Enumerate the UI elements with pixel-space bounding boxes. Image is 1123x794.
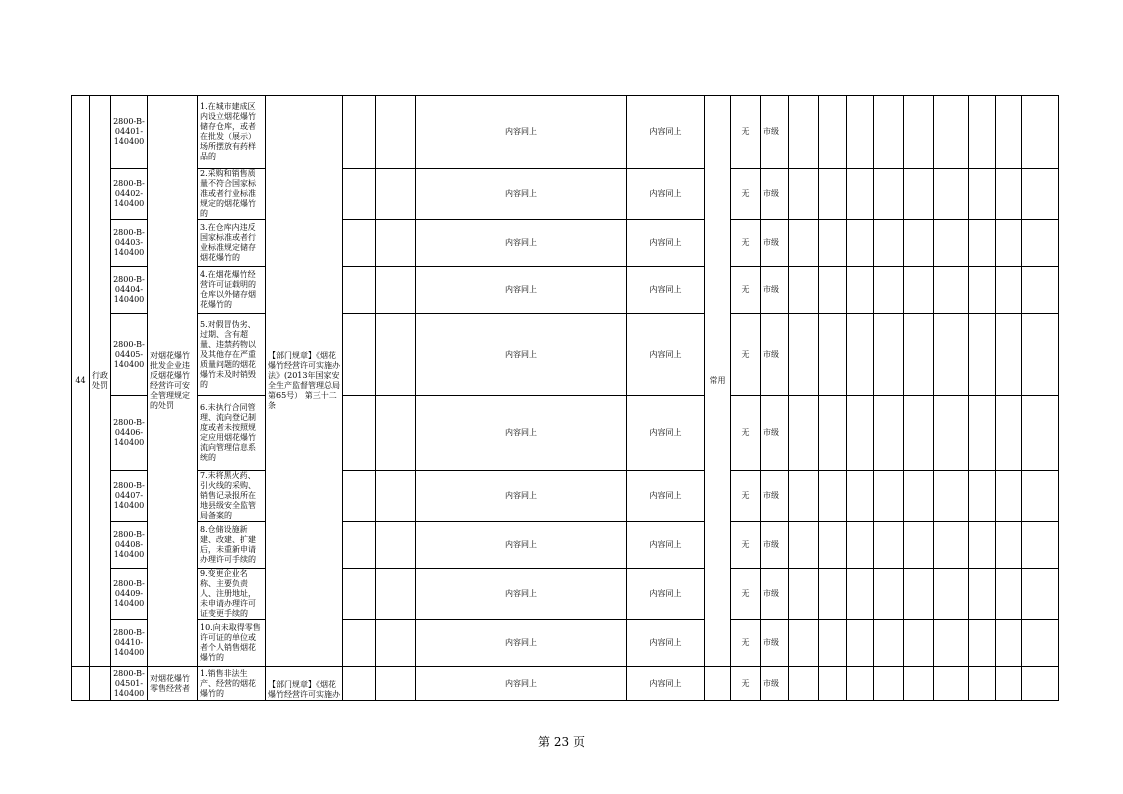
content-b: 内容同上 — [627, 169, 705, 220]
post-blank-cell — [789, 314, 819, 396]
item-description: 7.未将黑火药、引火线的采购、销售记录报所在地县级安全监管局备案的 — [198, 471, 266, 522]
post-blank-cell — [1022, 267, 1059, 314]
pre-blank-cell — [343, 569, 376, 620]
item-description: 10.向未取得零售许可证的单位或者个人销售烟花爆竹的 — [198, 620, 266, 667]
post-blank-cell — [847, 169, 874, 220]
level-cell: 市级 — [761, 96, 789, 169]
content-a: 内容同上 — [416, 220, 627, 267]
post-blank-cell — [819, 220, 847, 267]
legal-basis-next: 【部门规章】《烟花爆竹经营许可实施办 — [266, 667, 343, 701]
post-blank-cell — [789, 620, 819, 667]
content-b: 内容同上 — [627, 667, 705, 701]
post-blank-cell — [996, 314, 1022, 396]
item-code: 2800-B-04410-140400 — [111, 620, 148, 667]
post-blank-cell — [934, 169, 969, 220]
item-code: 2800-B-04409-140400 — [111, 569, 148, 620]
pre-blank-cell — [376, 667, 416, 701]
table-row — [72, 569, 1059, 620]
content-b: 内容同上 — [627, 314, 705, 396]
post-blank-cell — [1022, 471, 1059, 522]
pre-blank-cell — [376, 471, 416, 522]
post-blank-cell — [934, 220, 969, 267]
pre-blank-cell — [376, 522, 416, 569]
level-cell: 市级 — [761, 471, 789, 522]
post-blank-cell — [789, 169, 819, 220]
content-b: 内容同上 — [627, 96, 705, 169]
post-blank-cell — [847, 396, 874, 471]
post-blank-cell — [847, 471, 874, 522]
post-blank-cell — [996, 267, 1022, 314]
flag-cell: 无 — [731, 667, 761, 701]
post-blank-cell — [969, 267, 996, 314]
post-blank-cell — [819, 169, 847, 220]
post-blank-cell — [1022, 620, 1059, 667]
post-blank-cell — [934, 569, 969, 620]
content-b: 内容同上 — [627, 220, 705, 267]
level-cell: 市级 — [761, 620, 789, 667]
flag-cell: 无 — [731, 396, 761, 471]
post-blank-cell — [904, 96, 934, 169]
post-blank-cell — [934, 471, 969, 522]
post-blank-cell — [969, 569, 996, 620]
content-a: 内容同上 — [416, 169, 627, 220]
post-blank-cell — [1022, 522, 1059, 569]
post-blank-cell — [904, 522, 934, 569]
post-blank-cell — [996, 471, 1022, 522]
item-name: 对烟花爆竹批发企业违反烟花爆竹经营许可安全管理规定的处罚 — [148, 96, 198, 667]
item-description: 1.销售非法生产、经营的烟花爆竹的 — [198, 667, 266, 701]
content-b: 内容同上 — [627, 471, 705, 522]
pre-blank-cell — [343, 96, 376, 169]
post-blank-cell — [996, 667, 1022, 701]
level-cell: 市级 — [761, 267, 789, 314]
level-cell: 市级 — [761, 569, 789, 620]
level-cell: 市级 — [761, 220, 789, 267]
post-blank-cell — [819, 620, 847, 667]
pre-blank-cell — [343, 220, 376, 267]
item-description: 2.采购和销售质量不符合国家标准或者行业标准规定的烟花爆竹的 — [198, 169, 266, 220]
post-blank-cell — [996, 620, 1022, 667]
post-blank-cell — [934, 620, 969, 667]
post-blank-cell — [874, 220, 904, 267]
post-blank-cell — [996, 220, 1022, 267]
content-a: 内容同上 — [416, 267, 627, 314]
item-description: 1.在城市建成区内设立烟花爆竹储存仓库，或者在批发（展示）场所摆放有药样品的 — [198, 96, 266, 169]
content-a: 内容同上 — [416, 396, 627, 471]
post-blank-cell — [904, 667, 934, 701]
table-row — [72, 471, 1059, 522]
content-a: 内容同上 — [416, 314, 627, 396]
post-blank-cell — [874, 620, 904, 667]
post-blank-cell — [1022, 96, 1059, 169]
item-code: 2800-B-04401-140400 — [111, 96, 148, 169]
post-blank-cell — [874, 522, 904, 569]
post-blank-cell — [904, 314, 934, 396]
group-number: 44 — [72, 96, 90, 667]
content-a: 内容同上 — [416, 569, 627, 620]
item-description: 5.对假冒伪劣、过期、含有超量、违禁药物以及其他存在严重质量问题的烟花爆竹未及时销毁的 — [198, 314, 266, 396]
pre-blank-cell — [343, 314, 376, 396]
flag-cell: 无 — [731, 471, 761, 522]
flag-cell: 无 — [731, 96, 761, 169]
item-code: 2800-B-04501-140400 — [111, 667, 148, 701]
post-blank-cell — [819, 569, 847, 620]
post-blank-cell — [874, 314, 904, 396]
post-blank-cell — [996, 96, 1022, 169]
item-description: 4.在烟花爆竹经营许可证载明的仓库以外储存烟花爆竹的 — [198, 267, 266, 314]
pre-blank-cell — [343, 667, 376, 701]
catalog-table — [71, 95, 1059, 701]
post-blank-cell — [969, 620, 996, 667]
post-blank-cell — [874, 471, 904, 522]
post-blank-cell — [789, 522, 819, 569]
frequency-next — [705, 667, 731, 701]
item-code: 2800-B-04406-140400 — [111, 396, 148, 471]
item-code: 2800-B-04405-140400 — [111, 314, 148, 396]
post-blank-cell — [996, 396, 1022, 471]
post-blank-cell — [847, 96, 874, 169]
post-blank-cell — [904, 396, 934, 471]
frequency: 常用 — [705, 96, 731, 667]
table-row — [72, 96, 1059, 169]
item-code: 2800-B-04402-140400 — [111, 169, 148, 220]
post-blank-cell — [996, 569, 1022, 620]
table-row — [72, 267, 1059, 314]
content-a: 内容同上 — [416, 667, 627, 701]
post-blank-cell — [904, 620, 934, 667]
post-blank-cell — [969, 220, 996, 267]
post-blank-cell — [874, 96, 904, 169]
flag-cell: 无 — [731, 569, 761, 620]
post-blank-cell — [969, 667, 996, 701]
group-number-next — [72, 667, 90, 701]
post-blank-cell — [789, 96, 819, 169]
level-cell: 市级 — [761, 667, 789, 701]
post-blank-cell — [969, 396, 996, 471]
pre-blank-cell — [376, 314, 416, 396]
level-cell: 市级 — [761, 396, 789, 471]
post-blank-cell — [969, 471, 996, 522]
post-blank-cell — [1022, 314, 1059, 396]
pre-blank-cell — [343, 471, 376, 522]
post-blank-cell — [904, 569, 934, 620]
post-blank-cell — [969, 522, 996, 569]
flag-cell: 无 — [731, 620, 761, 667]
post-blank-cell — [969, 169, 996, 220]
item-description: 8.仓储设施新建、改建、扩建后，未重新申请办理许可手续的 — [198, 522, 266, 569]
content-a: 内容同上 — [416, 96, 627, 169]
post-blank-cell — [819, 96, 847, 169]
post-blank-cell — [874, 667, 904, 701]
post-blank-cell — [847, 620, 874, 667]
post-blank-cell — [934, 396, 969, 471]
content-a: 内容同上 — [416, 471, 627, 522]
post-blank-cell — [819, 267, 847, 314]
post-blank-cell — [819, 314, 847, 396]
post-blank-cell — [934, 314, 969, 396]
group-category-next — [90, 667, 111, 701]
table-row — [72, 314, 1059, 396]
post-blank-cell — [789, 396, 819, 471]
level-cell: 市级 — [761, 169, 789, 220]
post-blank-cell — [904, 471, 934, 522]
post-blank-cell — [789, 267, 819, 314]
post-blank-cell — [789, 471, 819, 522]
content-b: 内容同上 — [627, 569, 705, 620]
level-cell: 市级 — [761, 314, 789, 396]
post-blank-cell — [904, 267, 934, 314]
item-code: 2800-B-04404-140400 — [111, 267, 148, 314]
level-cell: 市级 — [761, 522, 789, 569]
content-a: 内容同上 — [416, 522, 627, 569]
pre-blank-cell — [376, 169, 416, 220]
page-number: 第 23 页 — [538, 735, 585, 749]
post-blank-cell — [789, 220, 819, 267]
post-blank-cell — [819, 471, 847, 522]
post-blank-cell — [819, 522, 847, 569]
post-blank-cell — [874, 396, 904, 471]
post-blank-cell — [934, 522, 969, 569]
pre-blank-cell — [376, 620, 416, 667]
post-blank-cell — [904, 169, 934, 220]
group-category: 行政处罚 — [90, 96, 111, 667]
item-code: 2800-B-04407-140400 — [111, 471, 148, 522]
post-blank-cell — [847, 267, 874, 314]
table-row — [72, 169, 1059, 220]
pre-blank-cell — [343, 267, 376, 314]
post-blank-cell — [1022, 667, 1059, 701]
flag-cell: 无 — [731, 220, 761, 267]
post-blank-cell — [934, 96, 969, 169]
content-b: 内容同上 — [627, 522, 705, 569]
item-name-next: 对烟花爆竹零售经营者 — [148, 667, 198, 701]
post-blank-cell — [969, 96, 996, 169]
pre-blank-cell — [376, 569, 416, 620]
flag-cell: 无 — [731, 314, 761, 396]
post-blank-cell — [1022, 569, 1059, 620]
pre-blank-cell — [376, 220, 416, 267]
post-blank-cell — [1022, 169, 1059, 220]
content-b: 内容同上 — [627, 620, 705, 667]
flag-cell: 无 — [731, 169, 761, 220]
table-row — [72, 522, 1059, 569]
post-blank-cell — [847, 314, 874, 396]
item-description: 3.在仓库内违反国家标准或者行业标准规定储存烟花爆竹的 — [198, 220, 266, 267]
pre-blank-cell — [376, 96, 416, 169]
pre-blank-cell — [343, 522, 376, 569]
item-code: 2800-B-04408-140400 — [111, 522, 148, 569]
item-code: 2800-B-04403-140400 — [111, 220, 148, 267]
post-blank-cell — [847, 522, 874, 569]
post-blank-cell — [819, 667, 847, 701]
post-blank-cell — [874, 169, 904, 220]
content-b: 内容同上 — [627, 396, 705, 471]
post-blank-cell — [996, 169, 1022, 220]
post-blank-cell — [847, 569, 874, 620]
post-blank-cell — [819, 396, 847, 471]
post-blank-cell — [847, 667, 874, 701]
flag-cell: 无 — [731, 267, 761, 314]
post-blank-cell — [934, 267, 969, 314]
post-blank-cell — [874, 569, 904, 620]
post-blank-cell — [789, 569, 819, 620]
post-blank-cell — [904, 220, 934, 267]
pre-blank-cell — [376, 396, 416, 471]
content-b: 内容同上 — [627, 267, 705, 314]
post-blank-cell — [874, 267, 904, 314]
post-blank-cell — [1022, 220, 1059, 267]
pre-blank-cell — [343, 620, 376, 667]
post-blank-cell — [934, 667, 969, 701]
content-a: 内容同上 — [416, 620, 627, 667]
table-row — [72, 667, 1059, 701]
item-description: 6.未执行合同管理、流向登记制度或者未按照规定应用烟花爆竹流向管理信息系统的 — [198, 396, 266, 471]
post-blank-cell — [847, 220, 874, 267]
pre-blank-cell — [343, 396, 376, 471]
post-blank-cell — [996, 522, 1022, 569]
legal-basis: 【部门规章】《烟花爆竹经营许可实施办法》(2013年国家安全生产监督管理总局第65号） 第三十二条 — [266, 96, 343, 667]
post-blank-cell — [789, 667, 819, 701]
item-description: 9.变更企业名称、主要负责人、注册地址，未申请办理许可证变更手续的 — [198, 569, 266, 620]
post-blank-cell — [969, 314, 996, 396]
table-row — [72, 220, 1059, 267]
flag-cell: 无 — [731, 522, 761, 569]
post-blank-cell — [1022, 396, 1059, 471]
table-row — [72, 396, 1059, 471]
table-row — [72, 620, 1059, 667]
pre-blank-cell — [343, 169, 376, 220]
pre-blank-cell — [376, 267, 416, 314]
